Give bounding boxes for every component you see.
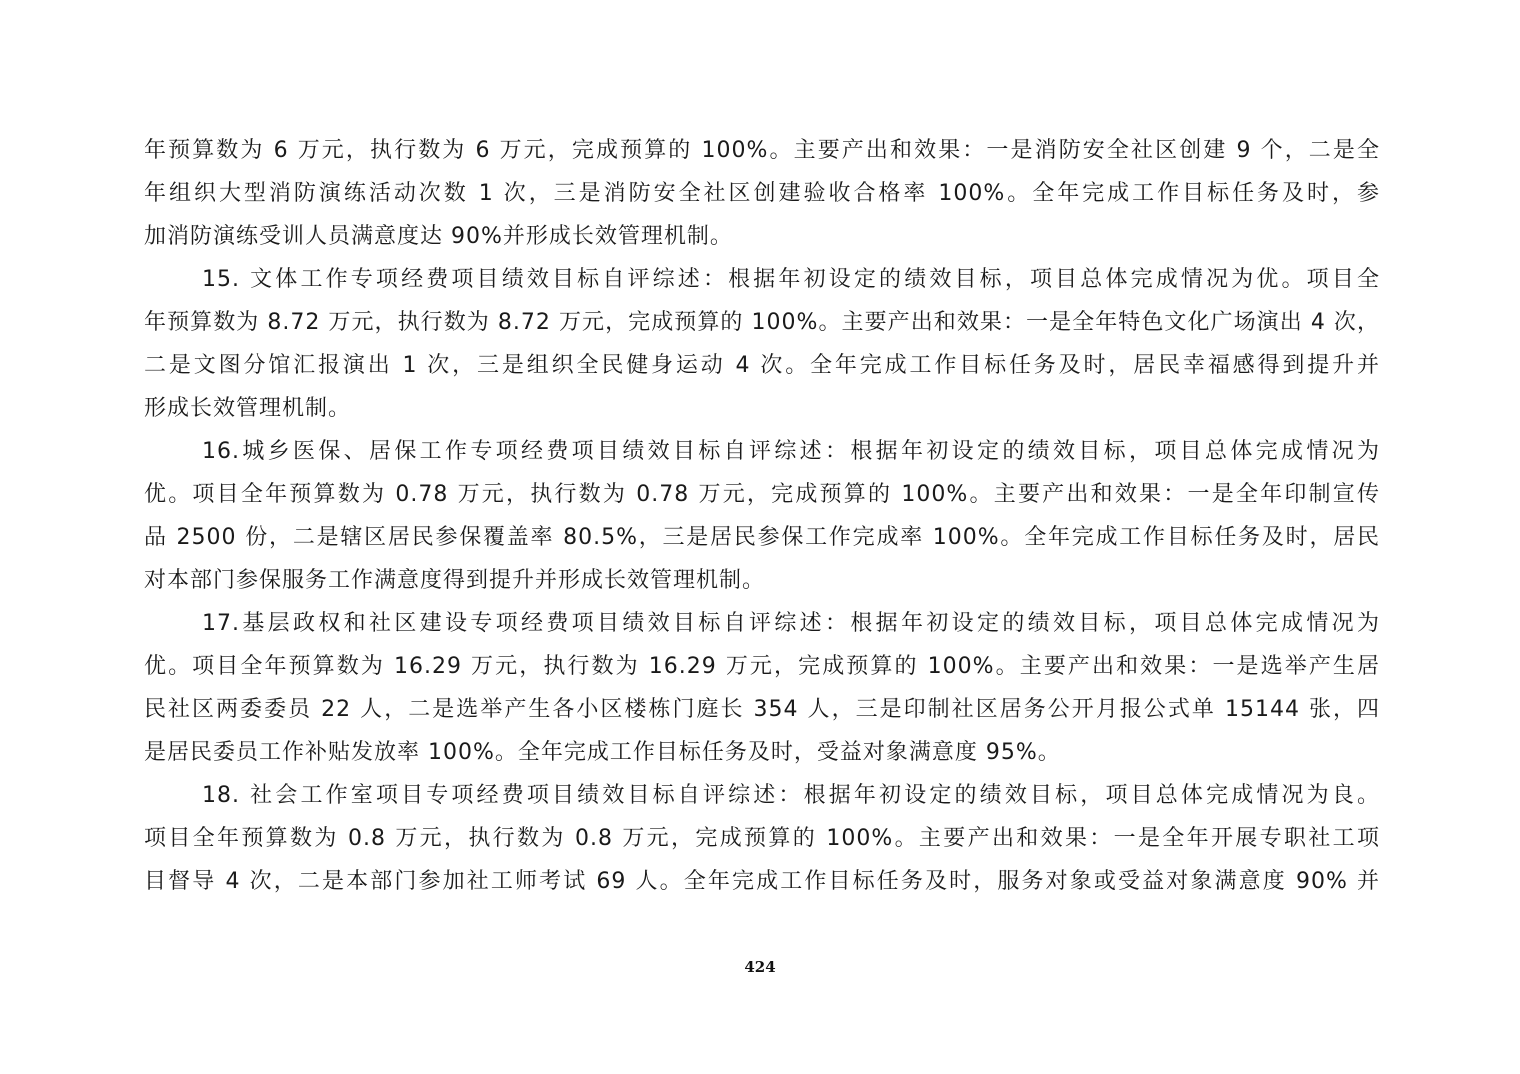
page-number: 424 bbox=[744, 958, 776, 976]
paragraph-item-17 bbox=[144, 602, 1380, 774]
text-line: 年组织大型消防演练活动次数 1 次，三是消防安全社区创建验收合格率 100%。全年完成工作目标任务及时，参 bbox=[144, 181, 1380, 206]
text-line: 16.城乡医保、居保工作专项经费项目绩效目标自评综述：根据年初设定的绩效目标，项目总体完成情况为 bbox=[202, 439, 1380, 464]
text-line: 品 2500 份，二是辖区居民参保覆盖率 80.5%，三是居民参保工作完成率 100%。全年完成工作目标任务及时，居民 bbox=[144, 525, 1380, 550]
text-line: 二是文图分馆汇报演出 1 次，三是组织全民健身运动 4 次。全年完成工作目标任务及时，居民幸福感得到提升并 bbox=[144, 353, 1380, 378]
text-line: 17.基层政权和社区建设专项经费项目绩效目标自评综述：根据年初设定的绩效目标，项目总体完成情况为 bbox=[202, 611, 1380, 636]
body-text bbox=[144, 129, 1380, 903]
text-line: 项目全年预算数为 0.8 万元，执行数为 0.8 万元，完成预算的 100%。主要产出和效果：一是全年开展专职社工项 bbox=[144, 826, 1380, 851]
text-line: 目督导 4 次，二是本部门参加社工师考试 69 人。全年完成工作目标任务及时，服务对象或受益对象满意度 90% 并 bbox=[144, 869, 1380, 894]
text-line: 年预算数为 8.72 万元，执行数为 8.72 万元，完成预算的 100%。主要产出和效果：一是全年特色文化广场演出 4 次， bbox=[144, 310, 1380, 335]
paragraph-item-15 bbox=[144, 258, 1380, 430]
text-line: 年预算数为 6 万元，执行数为 6 万元，完成预算的 100%。主要产出和效果：一是消防安全社区创建 9 个，二是全 bbox=[144, 138, 1380, 163]
text-line: 18. 社会工作室项目专项经费项目绩效目标自评综述：根据年初设定的绩效目标，项目总体完成情况为良。 bbox=[202, 783, 1380, 808]
paragraph-fire-safety-continued bbox=[144, 129, 1380, 258]
text-line: 优。项目全年预算数为 16.29 万元，执行数为 16.29 万元，完成预算的 100%。主要产出和效果：一是选举产生居 bbox=[144, 654, 1380, 679]
paragraph-item-16 bbox=[144, 430, 1380, 602]
text-line: 形成长效管理机制。 bbox=[144, 396, 352, 421]
text-line: 民社区两委委员 22 人，二是选举产生各小区楼栋门庭长 354 人，三是印制社区居务公开月报公式单 15144 张，四 bbox=[144, 697, 1380, 722]
paragraph-item-18 bbox=[144, 774, 1380, 903]
text-line: 15. 文体工作专项经费项目绩效目标自评综述：根据年初设定的绩效目标，项目总体完成情况为优。项目全 bbox=[202, 267, 1380, 292]
text-line: 加消防演练受训人员满意度达 90%并形成长效管理机制。 bbox=[144, 224, 733, 249]
text-line: 对本部门参保服务工作满意度得到提升并形成长效管理机制。 bbox=[144, 568, 766, 593]
text-line: 是居民委员工作补贴发放率 100%。全年完成工作目标任务及时，受益对象满意度 95%。 bbox=[144, 740, 1061, 765]
text-line: 优。项目全年预算数为 0.78 万元，执行数为 0.78 万元，完成预算的 100%。主要产出和效果：一是全年印制宣传 bbox=[144, 482, 1380, 507]
